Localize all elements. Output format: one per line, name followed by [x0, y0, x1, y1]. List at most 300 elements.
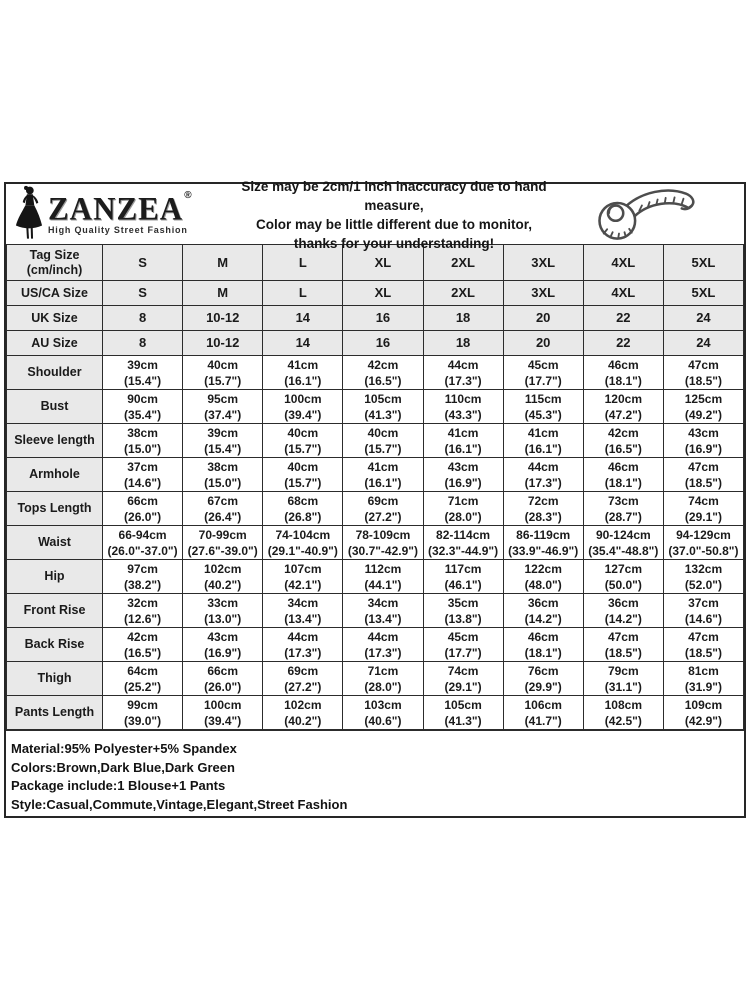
table-cell [503, 594, 583, 628]
cell-line: (31.9") [684, 679, 722, 694]
cell-line: (18.1") [604, 475, 642, 490]
cell-line: (28.0") [444, 509, 482, 524]
cell-line: 125cm [684, 391, 723, 406]
cell-line: 8 [138, 335, 147, 350]
cell-line: 97cm [127, 561, 158, 576]
table-cell [263, 458, 343, 492]
cell-line: (29.1") [684, 509, 722, 524]
cell-line: 109cm [684, 697, 723, 712]
cell-line: 22 [616, 335, 631, 350]
cell-line: (41.3") [444, 713, 482, 728]
cell-line: (18.5") [604, 645, 642, 660]
cell-line: 81cm [688, 663, 719, 678]
cell-line: 43cm [447, 459, 479, 474]
cell-line: 10-12 [206, 310, 240, 325]
cell-line: (16.1") [444, 441, 482, 456]
cell-line: 79cm [607, 663, 639, 678]
table-row [7, 331, 744, 356]
table-cell [503, 526, 583, 560]
table-row [7, 560, 744, 594]
table-cell [663, 331, 743, 356]
row-label [7, 526, 103, 560]
woman-silhouette-icon [14, 185, 44, 244]
cell-line: 35cm [447, 595, 479, 610]
cell-line: 41cm [287, 357, 319, 372]
cell-line: 3XL [531, 254, 556, 270]
cell-line: (17.3") [524, 475, 562, 490]
table-cell [663, 390, 743, 424]
table-cell [263, 492, 343, 526]
cell-line: (13.0") [204, 611, 242, 626]
table-cell [263, 628, 343, 662]
cell-line: 18 [455, 335, 471, 350]
row-label [7, 390, 103, 424]
table-cell [663, 662, 743, 696]
table-cell [263, 424, 343, 458]
table-cell [183, 526, 263, 560]
table-cell [663, 560, 743, 594]
cell-line: (17.3") [364, 645, 402, 660]
cell-line: S [138, 285, 147, 300]
table-cell [583, 594, 663, 628]
cell-line: 44cm [287, 629, 319, 644]
cell-line: (16.9") [204, 645, 242, 660]
cell-line: 2XL [451, 285, 475, 300]
row-label-line: Hip [44, 569, 65, 583]
cell-line: (15.7") [284, 441, 322, 456]
cell-line: (33.9"-46.9") [508, 543, 579, 558]
cell-line: (27.2") [364, 509, 402, 524]
cell-line: 74cm [688, 493, 719, 508]
table-row [7, 306, 744, 331]
cell-line: (17.7") [444, 645, 482, 660]
cell-line: 5XL [691, 254, 716, 270]
cell-line: 20 [535, 310, 551, 325]
cell-line: 4XL [611, 254, 636, 270]
cell-line: (42.5") [604, 713, 642, 728]
row-label [7, 245, 103, 281]
row-label [7, 492, 103, 526]
cell-line: 34cm [287, 595, 319, 610]
cell-line: (17.3") [284, 645, 322, 660]
cell-line: 41cm [447, 425, 479, 440]
cell-line: (28.0") [364, 679, 402, 694]
table-cell [103, 628, 183, 662]
table-cell [183, 306, 263, 331]
cell-line: 24 [696, 310, 711, 325]
table-cell [423, 662, 503, 696]
cell-line: (31.1") [604, 679, 642, 694]
cell-line: (49.2") [684, 407, 722, 422]
cell-line: 41cm [527, 425, 559, 440]
table-cell [503, 458, 583, 492]
cell-line: 105cm [444, 697, 482, 712]
cell-line: L [298, 285, 307, 300]
row-label [7, 628, 103, 662]
table-cell [583, 458, 663, 492]
row-label [7, 331, 103, 356]
table-cell [423, 492, 503, 526]
table-cell [663, 245, 743, 281]
table-cell [103, 390, 183, 424]
table-cell [583, 356, 663, 390]
notice-line: Color may be little different due to monitor, [255, 217, 533, 232]
table-cell [343, 492, 423, 526]
table-cell [263, 281, 343, 306]
table-cell [423, 331, 503, 356]
table-cell [103, 458, 183, 492]
cell-line: 39cm [207, 425, 239, 440]
table-cell [663, 356, 743, 390]
brand-logo-text [48, 190, 192, 235]
cell-line: (12.6") [124, 611, 162, 626]
cell-line: 82-114cm [436, 527, 491, 542]
row-label-line: (cm/inch) [26, 262, 83, 277]
cell-line: 42cm [127, 629, 158, 644]
cell-line: 38cm [207, 459, 239, 474]
row-label [7, 560, 103, 594]
cell-line: 45cm [447, 629, 479, 644]
cell-line: 120cm [604, 391, 642, 406]
cell-line: (44.1") [364, 577, 402, 592]
cell-line: 42cm [367, 357, 399, 372]
cell-line: (29.9") [524, 679, 562, 694]
table-cell [263, 696, 343, 730]
cell-line: 5XL [691, 285, 716, 300]
cell-line: 99cm [127, 697, 158, 712]
cell-line: (43.3") [444, 407, 482, 422]
row-label-line: Tag Size [29, 247, 80, 262]
cell-line: 105cm [364, 391, 402, 406]
table-cell [183, 560, 263, 594]
table-cell [343, 281, 423, 306]
notice-line: thanks for your understanding! [293, 236, 495, 251]
cell-line: (32.3"-44.9") [428, 543, 499, 558]
cell-line: (15.4") [124, 373, 162, 388]
cell-line: (41.7") [524, 713, 562, 728]
cell-line: (42.1") [284, 577, 322, 592]
cell-line: (28.3") [524, 509, 562, 524]
table-cell [663, 458, 743, 492]
cell-line: (16.1") [284, 373, 322, 388]
material-line: Material:95% Polyester+5% Spandex [11, 741, 237, 756]
cell-line: (35.4") [124, 407, 162, 422]
table-cell [663, 594, 743, 628]
cell-line: (27.6"-39.0") [187, 543, 258, 558]
cell-line: 42cm [607, 425, 639, 440]
table-cell [583, 662, 663, 696]
cell-line: (18.5") [684, 373, 722, 388]
cell-line: 112cm [364, 561, 402, 576]
cell-line: (15.7") [364, 441, 402, 456]
cell-line: 47cm [607, 629, 639, 644]
cell-line: 71cm [367, 663, 399, 678]
table-cell [583, 492, 663, 526]
cell-line: 72cm [527, 493, 559, 508]
table-cell [663, 281, 743, 306]
table-row [7, 526, 744, 560]
row-label-line: Pants Length [14, 705, 95, 719]
cell-line: (13.8") [444, 611, 482, 626]
table-cell [583, 560, 663, 594]
cell-line: (47.2") [604, 407, 642, 422]
table-cell [423, 306, 503, 331]
table-row [7, 390, 744, 424]
cell-line: 64cm [127, 663, 158, 678]
cell-line: (39.4") [284, 407, 322, 422]
cell-line: 47cm [688, 357, 719, 372]
table-cell [103, 245, 183, 281]
cell-line: 107cm [284, 561, 322, 576]
cell-line: (46.1") [444, 577, 482, 592]
table-cell [343, 662, 423, 696]
cell-line: 127cm [604, 561, 642, 576]
cell-line: (26.0"-37.0") [107, 543, 178, 558]
cell-line: (52.0") [684, 577, 722, 592]
cell-line: (37.0"-50.8") [668, 543, 739, 558]
cell-line: 43cm [207, 629, 239, 644]
cell-line: 74cm [447, 663, 479, 678]
table-cell [583, 628, 663, 662]
cell-line: 90-124cm [595, 527, 651, 542]
row-label-line: Shoulder [27, 365, 82, 379]
cell-line: 66cm [207, 663, 239, 678]
cell-line: 41cm [367, 459, 399, 474]
cell-line: 33cm [207, 595, 239, 610]
cell-line: (18.1") [604, 373, 642, 388]
table-row [7, 628, 744, 662]
table-cell [583, 331, 663, 356]
package-line: Package include:1 Blouse+1 Pants [11, 778, 226, 793]
table-cell [183, 628, 263, 662]
cell-line: 122cm [524, 561, 562, 576]
table-cell [583, 245, 663, 281]
cell-line: (13.4") [284, 611, 322, 626]
cell-line: (18.1") [524, 645, 562, 660]
cell-line: 115cm [524, 391, 562, 406]
brand-tagline: High Quality Street Fashion [48, 225, 188, 235]
cell-line: 40cm [287, 459, 319, 474]
table-row [7, 492, 744, 526]
row-label [7, 696, 103, 730]
cell-line: (16.5") [124, 645, 162, 660]
cell-line: (39.4") [204, 713, 242, 728]
table-cell [103, 526, 183, 560]
table-cell [423, 594, 503, 628]
cell-line: 3XL [531, 285, 556, 300]
table-cell [263, 390, 343, 424]
table-cell [663, 424, 743, 458]
table-cell [183, 662, 263, 696]
table-cell [183, 424, 263, 458]
table-cell [503, 560, 583, 594]
cell-line: (16.9") [684, 441, 722, 456]
table-row [7, 424, 744, 458]
size-chart-panel [4, 179, 746, 818]
cell-line: 67cm [207, 493, 239, 508]
cell-line: 20 [535, 335, 551, 350]
cell-line: 40cm [207, 357, 239, 372]
cell-line: 94-129cm [676, 527, 731, 542]
table-cell [343, 458, 423, 492]
row-label-line: Armhole [29, 467, 80, 481]
table-cell [103, 331, 183, 356]
table-cell [503, 306, 583, 331]
table-cell [263, 560, 343, 594]
table-cell [503, 492, 583, 526]
table-row [7, 458, 744, 492]
cell-line: (26.0") [204, 679, 242, 694]
table-cell [183, 331, 263, 356]
table-cell [103, 492, 183, 526]
table-row [7, 696, 744, 730]
table-row [7, 662, 744, 696]
notice-line: Size may be 2cm/1 inch inaccuracy due to hand measure, [241, 179, 547, 213]
cell-line: (17.3") [444, 373, 482, 388]
cell-line: 39cm [127, 357, 158, 372]
registered-mark: ® [184, 190, 192, 201]
table-cell [103, 281, 183, 306]
cell-line: (29.1") [444, 679, 482, 694]
cell-line: 46cm [527, 629, 559, 644]
cell-line: (14.6") [124, 475, 162, 490]
table-cell [583, 306, 663, 331]
row-label-line: UK Size [31, 310, 78, 325]
cell-line: (25.2") [124, 679, 162, 694]
size-table [6, 244, 744, 730]
cell-line: 46cm [607, 459, 639, 474]
cell-line: M [217, 285, 229, 300]
cell-line: (15.0") [204, 475, 242, 490]
colors-line: Colors:Brown,Dark Blue,Dark Green [11, 759, 235, 775]
cell-line: (16.5") [604, 441, 642, 456]
row-label-line: Front Rise [23, 603, 86, 617]
table-cell [343, 696, 423, 730]
table-cell [503, 390, 583, 424]
table-cell [343, 424, 423, 458]
cell-line: 90cm [127, 391, 158, 406]
cell-line: 44cm [367, 629, 399, 644]
cell-line: 78-109cm [355, 527, 411, 542]
cell-line: 14 [295, 310, 311, 325]
table-cell [103, 356, 183, 390]
brand-name: ZANZEA [48, 190, 184, 227]
table-cell [503, 424, 583, 458]
table-cell [423, 526, 503, 560]
table-cell [503, 281, 583, 306]
cell-line: (27.2") [284, 679, 322, 694]
row-label-line: US/CA Size [21, 285, 88, 300]
cell-line: 110cm [444, 391, 482, 406]
table-cell [423, 696, 503, 730]
cell-line: (42.9") [684, 713, 722, 728]
table-cell [343, 356, 423, 390]
cell-line: M [217, 254, 229, 270]
cell-line: 36cm [607, 595, 639, 610]
cell-line: 40cm [287, 425, 319, 440]
row-label-line: Tops Length [17, 501, 92, 515]
cell-line: 22 [616, 310, 631, 325]
cell-line: 24 [696, 335, 711, 350]
cell-line: (38.2") [124, 577, 162, 592]
table-cell [343, 306, 423, 331]
table-cell [663, 628, 743, 662]
table-cell [423, 458, 503, 492]
cell-line: 34cm [367, 595, 399, 610]
table-cell [663, 306, 743, 331]
cell-line: (45.3") [524, 407, 562, 422]
cell-line: (50.0") [604, 577, 642, 592]
cell-line: 10-12 [206, 335, 240, 350]
table-cell [503, 662, 583, 696]
table-cell [183, 492, 263, 526]
row-label [7, 662, 103, 696]
panel-header [6, 179, 744, 251]
table-cell [343, 628, 423, 662]
cell-line: 103cm [364, 697, 402, 712]
table-cell [263, 594, 343, 628]
size-table-body [7, 245, 744, 730]
table-cell [663, 492, 743, 526]
row-label-line: Bust [40, 399, 69, 413]
cell-line: (39.0") [124, 713, 162, 728]
cell-line: (41.3") [364, 407, 402, 422]
cell-line: 100cm [284, 391, 322, 406]
table-cell [503, 696, 583, 730]
cell-line: (26.8") [284, 509, 322, 524]
cell-line: 100cm [204, 697, 242, 712]
table-cell [423, 281, 503, 306]
cell-line: 66cm [127, 493, 158, 508]
table-cell [583, 424, 663, 458]
cell-line: 74-104cm [275, 527, 331, 542]
row-label-line: Sleeve length [14, 433, 95, 447]
cell-line: 44cm [447, 357, 479, 372]
cell-line: 47cm [688, 459, 719, 474]
table-cell [583, 281, 663, 306]
cell-line: L [298, 254, 307, 270]
cell-line: (37.4") [204, 407, 242, 422]
table-cell [103, 424, 183, 458]
cell-line: 108cm [604, 697, 642, 712]
table-cell [103, 662, 183, 696]
cell-line: (18.5") [684, 475, 722, 490]
table-cell [503, 628, 583, 662]
row-label [7, 458, 103, 492]
cell-line: (18.5") [684, 645, 722, 660]
cell-line: XL [374, 254, 392, 270]
table-cell [583, 390, 663, 424]
cell-line: (14.2") [604, 611, 642, 626]
cell-line: 106cm [524, 697, 562, 712]
table-cell [423, 390, 503, 424]
brand-logo [6, 185, 212, 244]
table-cell [583, 526, 663, 560]
table-cell [343, 560, 423, 594]
cell-line: 117cm [444, 561, 482, 576]
cell-line: 43cm [688, 425, 719, 440]
cell-line: 45cm [527, 357, 559, 372]
cell-line: 36cm [527, 595, 559, 610]
cell-line: (14.2") [524, 611, 562, 626]
cell-line: 66-94cm [118, 527, 167, 542]
table-row [7, 356, 744, 390]
table-cell [183, 281, 263, 306]
table-cell [423, 356, 503, 390]
cell-line: 47cm [688, 629, 719, 644]
table-cell [263, 356, 343, 390]
table-cell [263, 526, 343, 560]
